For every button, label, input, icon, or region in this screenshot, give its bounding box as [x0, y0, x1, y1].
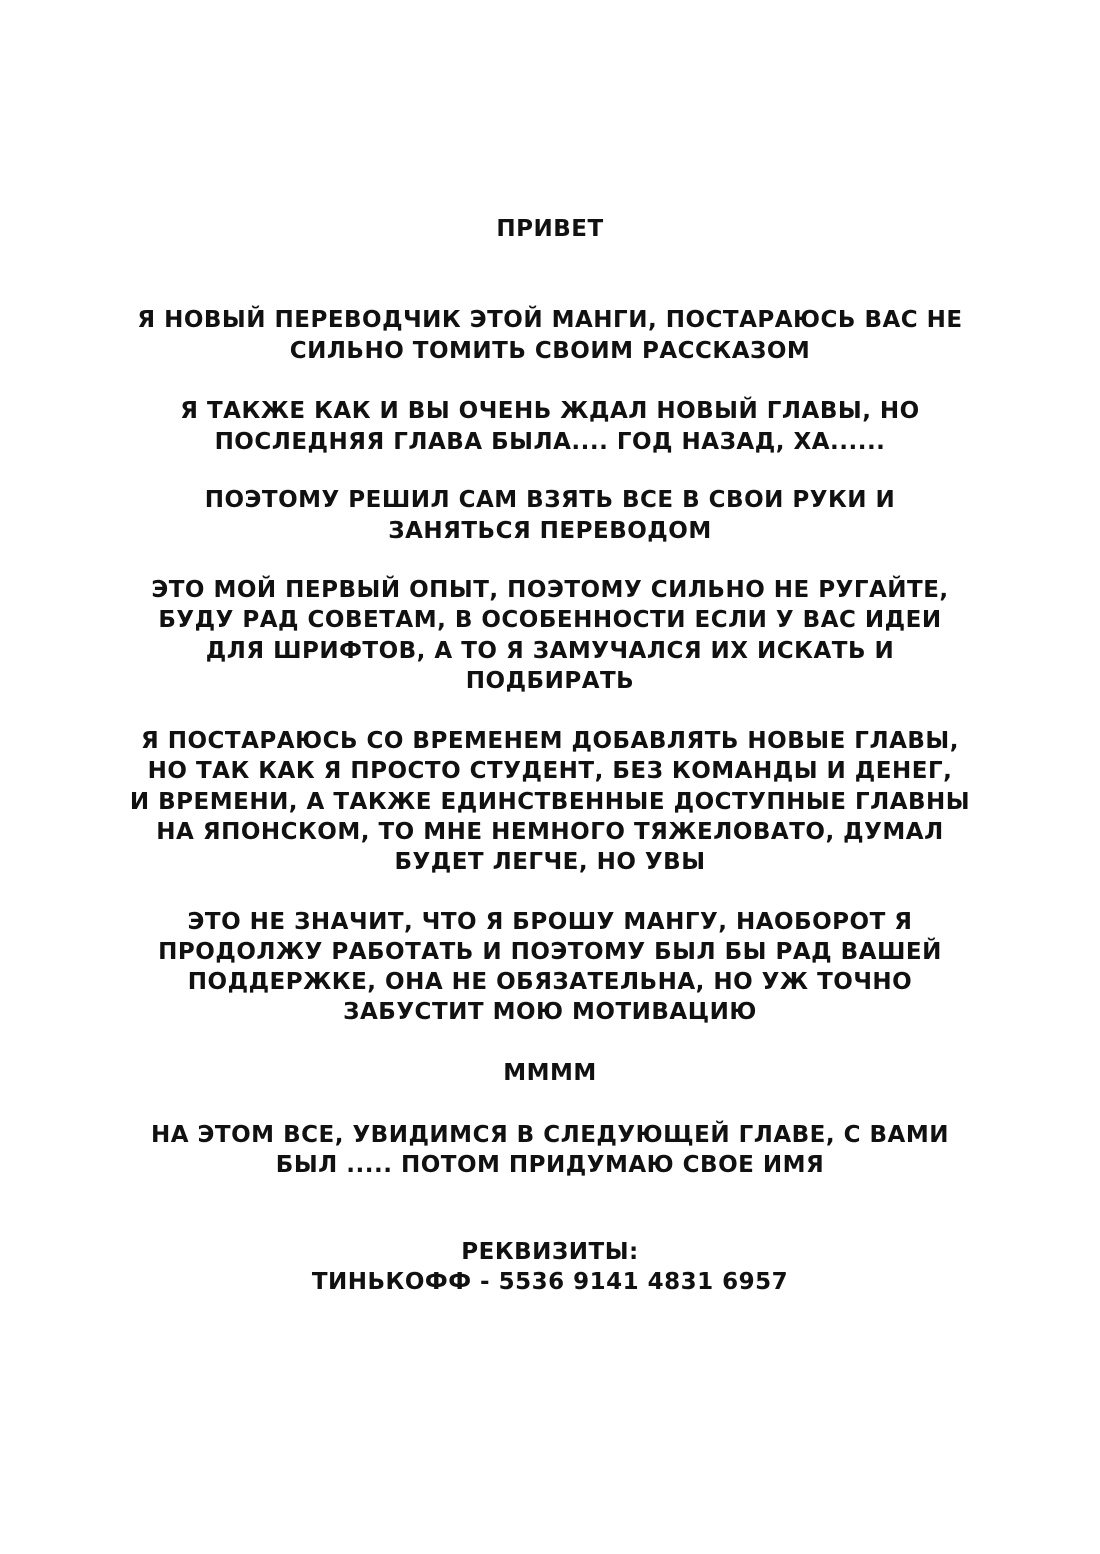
paragraph-3-line-2: ЗАНЯТЬСЯ ПЕРЕВОДОМ: [388, 518, 712, 544]
paragraph-1-line-2: СИЛЬНО ТОМИТЬ СВОИМ РАССКАЗОМ: [289, 338, 811, 364]
paragraph-5-line-2: НО ТАК КАК Я ПРОСТО СТУДЕНТ, БЕЗ КОМАНДЫ И ДЕНЕГ,: [147, 758, 953, 784]
paragraph-6-line-2: ПРОДОЛЖУ РАБОТАТЬ И ПОЭТОМУ БЫЛ БЫ РАД ВАШЕЙ: [158, 939, 942, 965]
requisites-value: ТИНЬКОФФ - 5536 9141 4831 6957: [311, 1269, 789, 1295]
paragraph-4-line-4: ПОДБИРАТЬ: [465, 668, 635, 694]
paragraph-6-line-4: ЗАБУСТИТ МОЮ МОТИВАЦИЮ: [343, 999, 757, 1025]
paragraph-5-line-5: БУДЕТ ЛЕГЧЕ, НО УВЫ: [394, 849, 706, 875]
paragraph-1-line-1: Я НОВЫЙ ПЕРЕВОДЧИК ЭТОЙ МАНГИ, ПОСТАРАЮСЬ ВАС НЕ: [137, 307, 963, 333]
paragraph-5-line-4: НА ЯПОНСКОМ, ТО МНЕ НЕМНОГО ТЯЖЕЛОВАТО, ДУМАЛ: [156, 819, 944, 845]
paragraph-4-line-1: ЭТО МОЙ ПЕРВЫЙ ОПЫТ, ПОЭТОМУ СИЛЬНО НЕ РУГАЙТЕ,: [151, 577, 949, 603]
paragraph-2-line-2: ПОСЛЕДНЯЯ ГЛАВА БЫЛА.... ГОД НАЗАД, ХА......: [214, 429, 886, 455]
paragraph-5-line-3: И ВРЕМЕНИ, А ТАКЖЕ ЕДИНСТВЕННЫЕ ДОСТУПНЫЕ ГЛАВНЫ: [129, 789, 971, 815]
paragraph-4-line-2: БУДУ РАД СОВЕТАМ, В ОСОБЕННОСТИ ЕСЛИ У ВАС ИДЕИ: [158, 607, 942, 633]
paragraph-6-line-3: ПОДДЕРЖКЕ, ОНА НЕ ОБЯЗАТЕЛЬНА, НО УЖ ТОЧНО: [187, 969, 913, 995]
paragraph-2-line-1: Я ТАКЖЕ КАК И ВЫ ОЧЕНЬ ЖДАЛ НОВЫЙ ГЛАВЫ, НО: [180, 398, 920, 424]
greeting-heading: ПРИВЕТ: [496, 216, 604, 242]
paragraph-7-line-1: НА ЭТОМ ВСЕ, УВИДИМСЯ В СЛЕДУЮЩЕЙ ГЛАВЕ, С ВАМИ: [151, 1122, 949, 1148]
requisites-label: РЕКВИЗИТЫ:: [461, 1239, 639, 1265]
paragraph-6-line-1: ЭТО НЕ ЗНАЧИТ, ЧТО Я БРОШУ МАНГУ, НАОБОРОТ Я: [187, 909, 913, 935]
paragraph-7-line-2: БЫЛ ..... ПОТОМ ПРИДУМАЮ СВОЕ ИМЯ: [275, 1152, 825, 1178]
paragraph-5-line-1: Я ПОСТАРАЮСЬ СО ВРЕМЕНЕМ ДОБАВЛЯТЬ НОВЫЕ ГЛАВЫ,: [141, 728, 959, 754]
paragraph-4-line-3: ДЛЯ ШРИФТОВ, А ТО Я ЗАМУЧАЛСЯ ИХ ИСКАТЬ И: [205, 638, 895, 664]
paragraph-3-line-1: ПОЭТОМУ РЕШИЛ САМ ВЗЯТЬ ВСЕ В СВОИ РУКИ И: [204, 487, 896, 513]
interjection: ММММ: [503, 1060, 597, 1086]
